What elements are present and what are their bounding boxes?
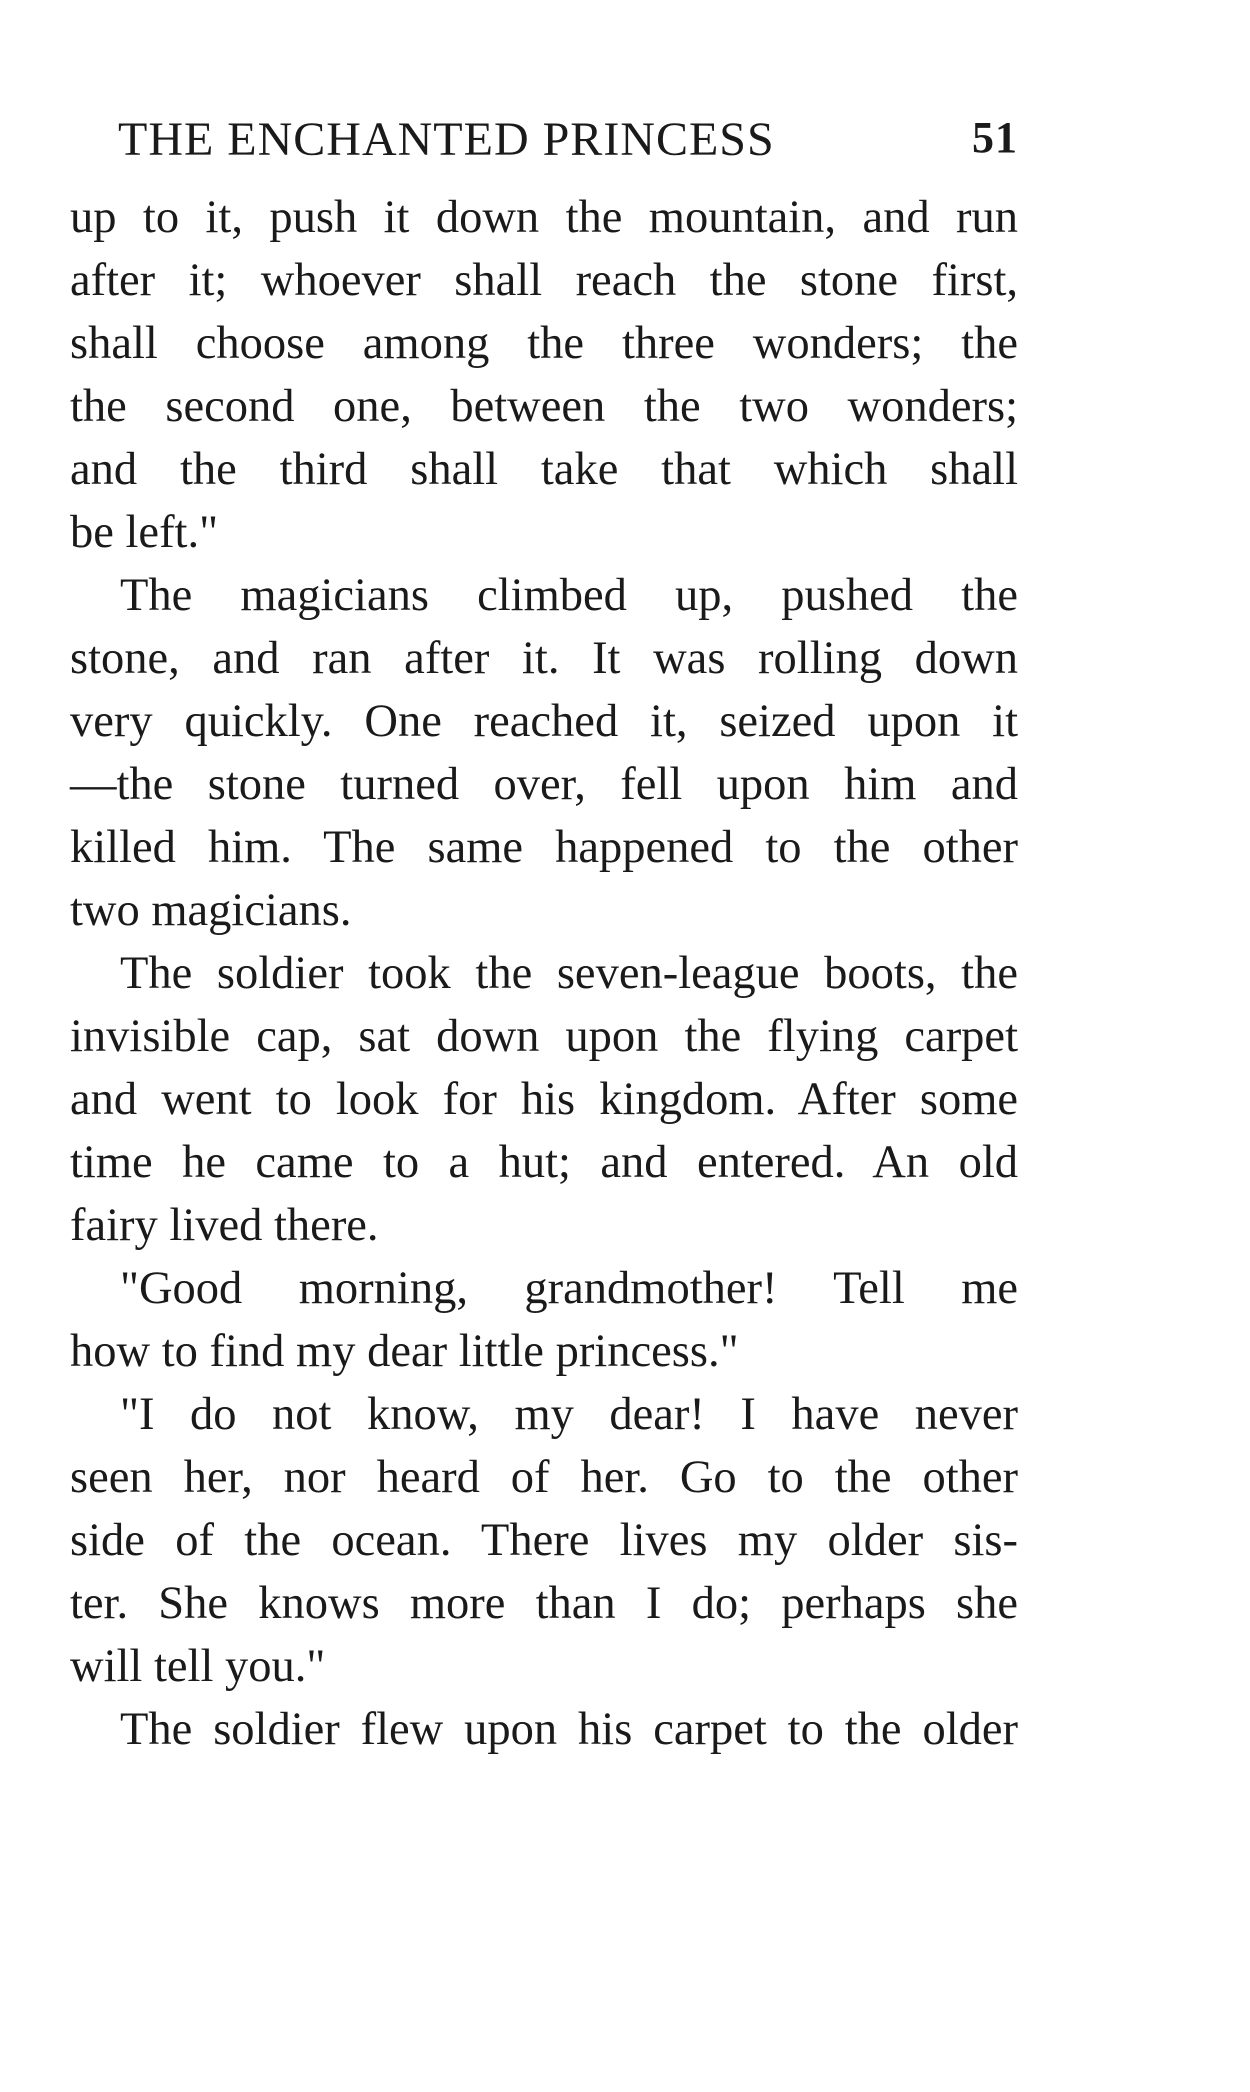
text-line: stone, and ran after it. It was rolling down (70, 633, 1018, 684)
running-head (118, 112, 1018, 176)
text-line: and the third shall take that which shall (70, 444, 1018, 495)
text-line: "Good morning, grandmother! Tell me (120, 1263, 1018, 1314)
text-line: ter. She knows more than I do; perhaps she (70, 1578, 1018, 1629)
text-line: be left." (70, 507, 219, 558)
text-line: two magicians. (70, 885, 352, 936)
text-line: how to find my dear little princess." (70, 1326, 739, 1377)
text-line: The soldier took the seven-league boots, the (120, 948, 1018, 999)
page-number: 51 (972, 113, 1018, 162)
text-line: after it; whoever shall reach the stone first, (70, 255, 1018, 306)
text-line: the second one, between the two wonders; (70, 381, 1018, 432)
text-line: and went to look for his kingdom. After some (70, 1074, 1018, 1125)
text-line: shall choose among the three wonders; the (70, 318, 1018, 369)
text-line: up to it, push it down the mountain, and run (70, 192, 1018, 243)
running-head-title: THE ENCHANTED PRINCESS (118, 113, 775, 166)
text-line: "I do not know, my dear! I have never (120, 1389, 1018, 1440)
text-line: The magicians climbed up, pushed the (120, 570, 1018, 621)
text-line: The soldier flew upon his carpet to the older (120, 1704, 1018, 1755)
text-line: seen her, nor heard of her. Go to the other (70, 1452, 1018, 1503)
text-line: killed him. The same happened to the other (70, 822, 1018, 873)
text-line: fairy lived there. (70, 1200, 379, 1251)
text-line: very quickly. One reached it, seized upon it (70, 696, 1018, 747)
text-line: —the stone turned over, fell upon him and (70, 759, 1018, 810)
text-line: side of the ocean. There lives my older sis- (70, 1515, 1018, 1566)
body-text (70, 186, 1018, 1761)
text-line: time he came to a hut; and entered. An old (70, 1137, 1018, 1188)
text-line: invisible cap, sat down upon the flying carpet (70, 1011, 1018, 1062)
text-line: will tell you." (70, 1641, 326, 1692)
